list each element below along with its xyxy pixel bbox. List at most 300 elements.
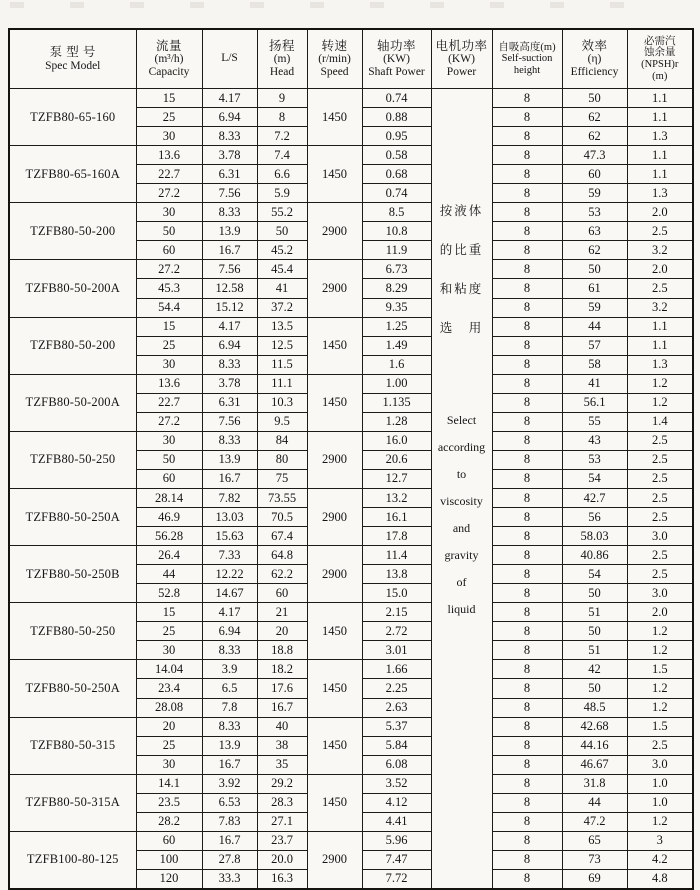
suction-cell: 8: [492, 298, 562, 317]
efficiency-cell: 50: [562, 679, 627, 698]
ls-cell: 8.33: [202, 431, 257, 450]
suction-cell: 8: [492, 260, 562, 279]
head-cell: 7.2: [257, 127, 307, 146]
npsh-cell: 2.5: [627, 488, 693, 507]
power-note-zh-line: 按液体: [439, 204, 484, 218]
capacity-cell: 30: [136, 641, 202, 660]
shaft-power-cell: 8.5: [362, 203, 431, 222]
efficiency-cell: 53: [562, 450, 627, 469]
suction-cell: 8: [492, 412, 562, 431]
speed-cell: 1450: [307, 603, 362, 660]
capacity-cell: 56.28: [136, 527, 202, 546]
head-cell: 37.2: [257, 298, 307, 317]
table-row: [9, 488, 693, 507]
shaft-power-cell: 2.25: [362, 679, 431, 698]
efficiency-cell: 62: [562, 241, 627, 260]
head-cell: 80: [257, 450, 307, 469]
npsh-cell: 2.5: [627, 546, 693, 565]
capacity-cell: 52.8: [136, 584, 202, 603]
head-cell: 13.5: [257, 317, 307, 336]
capacity-cell: 13.6: [136, 374, 202, 393]
capacity-cell: 28.08: [136, 698, 202, 717]
col-shaft-power: [362, 29, 431, 89]
ls-cell: 3.78: [202, 146, 257, 165]
ls-cell: 8.33: [202, 203, 257, 222]
head-cell: 50: [257, 222, 307, 241]
suction-cell: 8: [492, 679, 562, 698]
head-cell: 41: [257, 279, 307, 298]
efficiency-cell: 40.86: [562, 546, 627, 565]
head-cell: 73.55: [257, 488, 307, 507]
npsh-cell: 1.3: [627, 184, 693, 203]
efficiency-cell: 73: [562, 850, 627, 869]
suction-cell: 8: [492, 546, 562, 565]
suction-cell: 8: [492, 127, 562, 146]
npsh-cell: 3.2: [627, 241, 693, 260]
shaft-power-cell: 7.47: [362, 850, 431, 869]
head-cell: 9.5: [257, 412, 307, 431]
head-cell: 27.1: [257, 812, 307, 831]
power-note-zh-line: 和粘度: [439, 282, 484, 296]
npsh-cell: 2.5: [627, 222, 693, 241]
col-capacity-en: Capacity: [148, 66, 190, 79]
ls-cell: 3.9: [202, 660, 257, 679]
col-power-zh: 电机功率: [435, 38, 488, 53]
ls-cell: 8.33: [202, 717, 257, 736]
suction-cell: 8: [492, 774, 562, 793]
efficiency-cell: 31.8: [562, 774, 627, 793]
efficiency-cell: 44: [562, 317, 627, 336]
shaft-power-cell: 3.52: [362, 774, 431, 793]
ls-cell: 6.5: [202, 679, 257, 698]
col-suction-zh: 自吸高度(m): [498, 41, 556, 53]
shaft-power-cell: 6.08: [362, 755, 431, 774]
model-cell: TZFB80-50-200A: [9, 374, 136, 431]
ls-cell: 16.7: [202, 469, 257, 488]
power-note-zh-line: 选 用: [439, 321, 484, 335]
shaft-power-cell: 5.84: [362, 736, 431, 755]
table-row: [9, 431, 693, 450]
suction-cell: 8: [492, 508, 562, 527]
shaft-power-cell: 12.7: [362, 469, 431, 488]
power-note-en-line: liquid: [447, 602, 476, 616]
speed-cell: 1450: [307, 317, 362, 374]
head-cell: 35: [257, 755, 307, 774]
ls-cell: 13.03: [202, 508, 257, 527]
capacity-cell: 30: [136, 355, 202, 374]
speed-cell: 2900: [307, 260, 362, 317]
speed-cell: 2900: [307, 488, 362, 545]
head-cell: 45.2: [257, 241, 307, 260]
ls-cell: 27.8: [202, 850, 257, 869]
capacity-cell: 15: [136, 89, 202, 108]
npsh-cell: 1.5: [627, 660, 693, 679]
shaft-power-cell: 0.95: [362, 127, 431, 146]
capacity-cell: 27.2: [136, 412, 202, 431]
scan-artifact: [10, 2, 670, 8]
shaft-power-cell: 16.1: [362, 508, 431, 527]
col-capacity-zh: 流量: [155, 38, 182, 53]
col-npsh-zh2: 蚀余量: [644, 47, 676, 59]
col-suction-en1: Self-suction: [501, 53, 553, 65]
capacity-cell: 30: [136, 127, 202, 146]
npsh-cell: 1.1: [627, 317, 693, 336]
capacity-cell: 26.4: [136, 546, 202, 565]
suction-cell: 8: [492, 108, 562, 127]
ls-cell: 4.17: [202, 317, 257, 336]
power-note-en-line: according: [437, 440, 486, 454]
col-head-unit: (m): [273, 52, 291, 65]
ls-cell: 6.31: [202, 393, 257, 412]
suction-cell: 8: [492, 793, 562, 812]
capacity-cell: 22.7: [136, 393, 202, 412]
model-cell: TZFB80-50-250A: [9, 488, 136, 545]
col-speed-unit: (r/min): [318, 52, 351, 65]
ls-cell: 6.31: [202, 165, 257, 184]
capacity-cell: 28.14: [136, 488, 202, 507]
model-cell: TZFB80-50-250: [9, 603, 136, 660]
suction-cell: 8: [492, 222, 562, 241]
capacity-cell: 60: [136, 241, 202, 260]
table-body: [9, 89, 693, 889]
head-cell: 29.2: [257, 774, 307, 793]
head-cell: 84: [257, 431, 307, 450]
suction-cell: 8: [492, 393, 562, 412]
head-cell: 38: [257, 736, 307, 755]
head-cell: 64.8: [257, 546, 307, 565]
head-cell: 45.4: [257, 260, 307, 279]
speed-cell: 1450: [307, 774, 362, 831]
head-cell: 70.5: [257, 508, 307, 527]
suction-cell: 8: [492, 527, 562, 546]
col-power-unit: (KW): [448, 52, 475, 65]
efficiency-cell: 48.5: [562, 698, 627, 717]
table-row: [9, 660, 693, 679]
ls-cell: 7.83: [202, 812, 257, 831]
capacity-cell: 45.3: [136, 279, 202, 298]
table-row: [9, 374, 693, 393]
capacity-cell: 13.6: [136, 146, 202, 165]
speed-cell: 2900: [307, 203, 362, 260]
col-motor-power: [431, 29, 492, 89]
ls-cell: 3.78: [202, 374, 257, 393]
ls-cell: 4.17: [202, 603, 257, 622]
capacity-cell: 100: [136, 850, 202, 869]
head-cell: 20.0: [257, 850, 307, 869]
head-cell: 40: [257, 717, 307, 736]
shaft-power-cell: 1.6: [362, 355, 431, 374]
shaft-power-cell: 0.74: [362, 184, 431, 203]
table-row: [9, 774, 693, 793]
capacity-cell: 44: [136, 565, 202, 584]
head-cell: 20: [257, 622, 307, 641]
npsh-cell: 2.0: [627, 203, 693, 222]
npsh-cell: 2.0: [627, 603, 693, 622]
shaft-power-cell: 0.88: [362, 108, 431, 127]
shaft-power-cell: 10.8: [362, 222, 431, 241]
capacity-cell: 20: [136, 717, 202, 736]
suction-cell: 8: [492, 374, 562, 393]
shaft-power-cell: 11.4: [362, 546, 431, 565]
suction-cell: 8: [492, 622, 562, 641]
npsh-cell: 3.0: [627, 584, 693, 603]
model-cell: TZFB80-50-315A: [9, 774, 136, 831]
shaft-power-cell: 5.96: [362, 831, 431, 850]
power-note-en-line: of: [456, 575, 467, 589]
model-cell: TZFB80-65-160A: [9, 146, 136, 203]
ls-cell: 16.7: [202, 755, 257, 774]
col-ls: [202, 29, 257, 89]
head-cell: 16.3: [257, 869, 307, 889]
npsh-cell: 2.5: [627, 450, 693, 469]
ls-cell: 13.9: [202, 450, 257, 469]
suction-cell: 8: [492, 165, 562, 184]
capacity-cell: 28.2: [136, 812, 202, 831]
efficiency-cell: 50: [562, 89, 627, 108]
head-cell: 62.2: [257, 565, 307, 584]
ls-cell: 6.94: [202, 108, 257, 127]
head-cell: 10.3: [257, 393, 307, 412]
col-shaft-unit: (KW): [383, 52, 410, 65]
shaft-power-cell: 11.9: [362, 241, 431, 260]
ls-cell: 16.7: [202, 831, 257, 850]
ls-cell: 6.94: [202, 336, 257, 355]
efficiency-cell: 42.7: [562, 488, 627, 507]
ls-cell: 15.63: [202, 527, 257, 546]
npsh-cell: 1.0: [627, 793, 693, 812]
ls-cell: 7.56: [202, 184, 257, 203]
suction-cell: 8: [492, 565, 562, 584]
col-speed-zh: 转速: [321, 38, 348, 53]
shaft-power-cell: 4.12: [362, 793, 431, 812]
efficiency-cell: 53: [562, 203, 627, 222]
capacity-cell: 14.04: [136, 660, 202, 679]
col-model-zh: 泵 型 号: [49, 45, 96, 60]
capacity-cell: 50: [136, 450, 202, 469]
col-npsh-unit: (m): [652, 70, 668, 82]
npsh-cell: 2.5: [627, 469, 693, 488]
col-shaft-en: Shaft Power: [368, 66, 425, 79]
head-cell: 8: [257, 108, 307, 127]
col-eff-zh: 效率: [581, 38, 608, 53]
shaft-power-cell: 1.49: [362, 336, 431, 355]
npsh-cell: 2.5: [627, 736, 693, 755]
power-note-en-line: viscosity: [440, 494, 483, 508]
efficiency-cell: 51: [562, 641, 627, 660]
suction-cell: 8: [492, 469, 562, 488]
col-npsh-en: (NPSH)r: [641, 59, 679, 70]
npsh-cell: 1.2: [627, 641, 693, 660]
shaft-power-cell: 13.8: [362, 565, 431, 584]
npsh-cell: 1.2: [627, 622, 693, 641]
shaft-power-cell: 5.37: [362, 717, 431, 736]
efficiency-cell: 44: [562, 793, 627, 812]
capacity-cell: 60: [136, 831, 202, 850]
ls-cell: 7.82: [202, 488, 257, 507]
table-row: [9, 203, 693, 222]
shaft-power-cell: 15.0: [362, 584, 431, 603]
model-cell: TZFB80-50-250B: [9, 546, 136, 603]
suction-cell: 8: [492, 641, 562, 660]
model-cell: TZFB80-50-200: [9, 203, 136, 260]
npsh-cell: 1.1: [627, 89, 693, 108]
head-cell: 11.1: [257, 374, 307, 393]
capacity-cell: 25: [136, 736, 202, 755]
npsh-cell: 3.0: [627, 755, 693, 774]
ls-cell: 6.53: [202, 793, 257, 812]
shaft-power-cell: 0.74: [362, 89, 431, 108]
ls-cell: 7.56: [202, 412, 257, 431]
shaft-power-cell: 17.8: [362, 527, 431, 546]
speed-cell: 1450: [307, 89, 362, 146]
efficiency-cell: 54: [562, 565, 627, 584]
power-note-en-line: gravity: [444, 548, 479, 562]
capacity-cell: 27.2: [136, 260, 202, 279]
suction-cell: 8: [492, 450, 562, 469]
shaft-power-cell: 9.35: [362, 298, 431, 317]
efficiency-cell: 58: [562, 355, 627, 374]
ls-cell: 6.94: [202, 622, 257, 641]
capacity-cell: 54.4: [136, 298, 202, 317]
col-model: [9, 29, 136, 89]
capacity-cell: 27.2: [136, 184, 202, 203]
capacity-cell: 23.5: [136, 793, 202, 812]
head-cell: 5.9: [257, 184, 307, 203]
col-npsh-zh1: 必需汽: [644, 35, 676, 47]
table-row: [9, 317, 693, 336]
ls-cell: 12.22: [202, 565, 257, 584]
efficiency-cell: 65: [562, 831, 627, 850]
ls-cell: 3.92: [202, 774, 257, 793]
suction-cell: 8: [492, 355, 562, 374]
suction-cell: 8: [492, 698, 562, 717]
power-note-en-line: Select: [446, 413, 477, 427]
table-row: [9, 603, 693, 622]
head-cell: 23.7: [257, 831, 307, 850]
suction-cell: 8: [492, 146, 562, 165]
shaft-power-cell: 1.66: [362, 660, 431, 679]
suction-cell: 8: [492, 660, 562, 679]
npsh-cell: 1.1: [627, 165, 693, 184]
col-suction-en2: height: [513, 64, 541, 76]
shaft-power-cell: 1.00: [362, 374, 431, 393]
head-cell: 67.4: [257, 527, 307, 546]
capacity-cell: 30: [136, 755, 202, 774]
ls-cell: 13.9: [202, 736, 257, 755]
suction-cell: 8: [492, 241, 562, 260]
speed-cell: 2900: [307, 831, 362, 889]
efficiency-cell: 47.3: [562, 146, 627, 165]
col-eff-unit: (η): [587, 52, 602, 65]
efficiency-cell: 43: [562, 431, 627, 450]
head-cell: 60: [257, 584, 307, 603]
suction-cell: 8: [492, 736, 562, 755]
efficiency-cell: 56.1: [562, 393, 627, 412]
efficiency-cell: 51: [562, 603, 627, 622]
ls-cell: 7.33: [202, 546, 257, 565]
npsh-cell: 2.5: [627, 508, 693, 527]
head-cell: 21: [257, 603, 307, 622]
npsh-cell: 1.2: [627, 698, 693, 717]
npsh-cell: 3.2: [627, 298, 693, 317]
ls-cell: 8.33: [202, 127, 257, 146]
capacity-cell: 15: [136, 317, 202, 336]
efficiency-cell: 50: [562, 260, 627, 279]
suction-cell: 8: [492, 203, 562, 222]
shaft-power-cell: 2.15: [362, 603, 431, 622]
model-cell: TZFB100-80-125: [9, 831, 136, 889]
capacity-cell: 60: [136, 469, 202, 488]
npsh-cell: 1.4: [627, 412, 693, 431]
shaft-power-cell: 1.25: [362, 317, 431, 336]
efficiency-cell: 42.68: [562, 717, 627, 736]
speed-cell: 1450: [307, 146, 362, 203]
npsh-cell: 1.0: [627, 774, 693, 793]
efficiency-cell: 44.16: [562, 736, 627, 755]
suction-cell: 8: [492, 184, 562, 203]
shaft-power-cell: 1.135: [362, 393, 431, 412]
model-cell: TZFB80-65-160: [9, 89, 136, 146]
suction-cell: 8: [492, 850, 562, 869]
col-capacity-unit: (m³/h): [154, 52, 184, 65]
head-cell: 18.8: [257, 641, 307, 660]
suction-cell: 8: [492, 89, 562, 108]
ls-cell: 4.17: [202, 89, 257, 108]
col-npsh: [627, 29, 693, 89]
npsh-cell: 4.8: [627, 869, 693, 889]
head-cell: 17.6: [257, 679, 307, 698]
efficiency-cell: 54: [562, 469, 627, 488]
col-suction: [492, 29, 562, 89]
ls-cell: 7.8: [202, 698, 257, 717]
shaft-power-cell: 16.0: [362, 431, 431, 450]
shaft-power-cell: 2.63: [362, 698, 431, 717]
head-cell: 9: [257, 89, 307, 108]
ls-cell: 14.67: [202, 584, 257, 603]
ls-cell: 13.9: [202, 222, 257, 241]
shaft-power-cell: 0.58: [362, 146, 431, 165]
npsh-cell: 1.1: [627, 146, 693, 165]
table-row: [9, 89, 693, 108]
efficiency-cell: 58.03: [562, 527, 627, 546]
npsh-cell: 1.3: [627, 127, 693, 146]
efficiency-cell: 59: [562, 298, 627, 317]
col-shaft-zh: 轴功率: [376, 38, 416, 53]
shaft-power-cell: 20.6: [362, 450, 431, 469]
speed-cell: 1450: [307, 660, 362, 717]
suction-cell: 8: [492, 336, 562, 355]
capacity-cell: 30: [136, 203, 202, 222]
efficiency-cell: 59: [562, 184, 627, 203]
col-eff-en: Efficiency: [570, 66, 619, 79]
npsh-cell: 1.2: [627, 812, 693, 831]
capacity-cell: 30: [136, 431, 202, 450]
ls-cell: 15.12: [202, 298, 257, 317]
suction-cell: 8: [492, 317, 562, 336]
shaft-power-cell: 6.73: [362, 260, 431, 279]
col-head-zh: 扬程: [268, 38, 295, 53]
power-note-en-line: to: [456, 467, 467, 481]
head-cell: 11.5: [257, 355, 307, 374]
table-row: [9, 546, 693, 565]
suction-cell: 8: [492, 488, 562, 507]
speed-cell: 1450: [307, 717, 362, 774]
efficiency-cell: 47.2: [562, 812, 627, 831]
col-capacity: [136, 29, 202, 89]
npsh-cell: 2.0: [627, 260, 693, 279]
shaft-power-cell: 2.72: [362, 622, 431, 641]
col-speed: [307, 29, 362, 89]
